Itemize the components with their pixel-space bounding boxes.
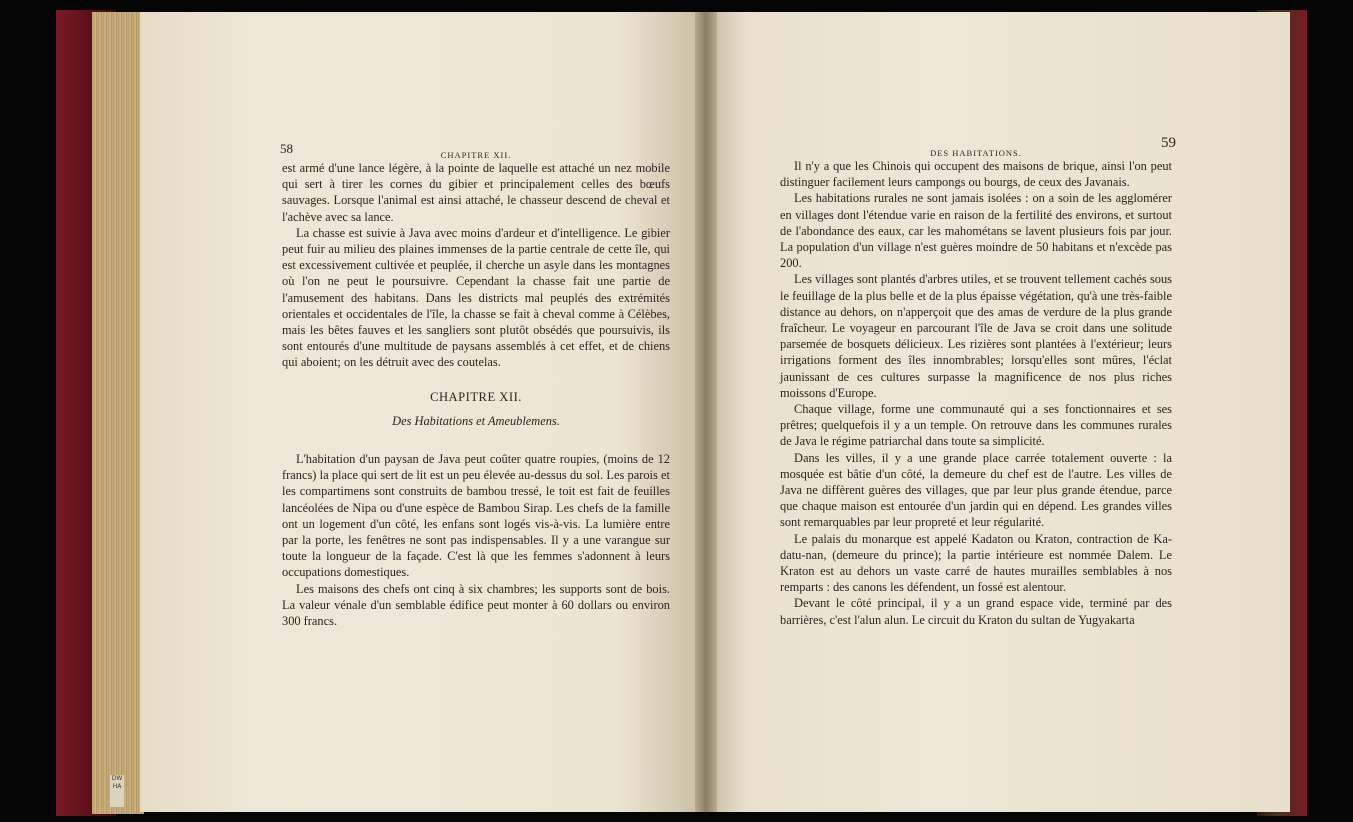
paragraph: Les maisons des chefs ont cinq à six chambres; les supports sont de bois. La valeur vénale d'un semblable édifice peut monter à 60 dollars ou environ 300 francs. xyxy=(282,581,670,629)
paragraph: Il n'y a que les Chinois qui occupent des maisons de brique, ainsi l'on peut distinguer facilement leurs campongs ou bourgs, de ceux des Javanais. xyxy=(780,159,1172,190)
page-edges xyxy=(92,12,144,814)
spine-label: DW HA xyxy=(110,775,124,807)
paragraph: La chasse est suivie à Java avec moins d'ardeur et d'intelligence. Le gibier peut fuir au milieu des plaines immenses de la partie centrale de cette île, qui est excessivement cultivée et peuplée, il cherche un asyle dans les montagnes où l'on ne peut le poursuivre. Cependant la chasse fait une partie de l'amusement des habitans. Dans les districts mal peuplés des extrémités orientales et occidentales de l'île, la chasse se fait à cheval comme à Célèbes, mais les bêtes fauves et les sangliers sont plutôt obsédés que poursuivis, ils sont entourés d'une multitude de paysans assemblés à cet effet, et de chiens qui aboient; on les détruit avec des coutelas. xyxy=(282,225,670,370)
paragraph: Les habitations rurales ne sont jamais isolées : on a soin de les agglomérer en villages dont l'étendue varie en raison de la fertilité des environs, et surtout de l'abondance des eaux, car les mahométans se lavent plusieurs fois par jour. La population d'un village n'est guères moindre de 50 habitans et n'excède pas 200. xyxy=(780,191,1172,271)
left-page-number: 58 xyxy=(280,141,293,156)
chapter-subtitle: Des Habitations et Ameublemens. xyxy=(392,413,560,428)
paragraph: Dans les villes, il y a une grande place carrée totalement ouverte : la mosquée est bâtie d'un côté, la demeure du chef est de l'autre. Les villes de Java ne diffèrent guères des villages, que par leur plus grande étendue, parce que chaque maison est entourée d'un jardin qui en dépend. Les grandes villes sont remarquables par leur propreté et leur régularité. xyxy=(780,450,1172,530)
paragraph: Chaque village, forme une communauté qui a ses fonctionnaires et ses prêtres; quelquefois il y a un temple. On retrouve dans les communes rurales de Java le régime patriarchal dans toute sa simplicité. xyxy=(780,402,1172,449)
left-page-text xyxy=(280,141,670,629)
right-page-number: 59 xyxy=(1161,135,1176,151)
paragraph: Les villages sont plantés d'arbres utiles, et se trouvent tellement cachés sous le feuillage de la plus belle et de la plus épaisse végétation, qu'à une très-faible distance au dehors, on n'apperçoit que des amas de verdure de la plus grande fraîcheur. Le voyageur en parcourant l'île de Java se croit dans une solitude parsemée de bosquets délicieux. Les rizières sont plantées à l'extérieur; leurs irrigations forment des îles innombrables; lorsqu'elles sont mûres, l'éclat jaunissant de ces cultures surpasse la magnificence de nos plus riches moissons d'Europe. xyxy=(780,272,1172,400)
paragraph: est armé d'une lance légère, à la pointe de laquelle est attaché un nez mobile qui sert à tirer les cornes du gibier et principalement celles des bœufs sauvages. Lorsque l'animal est ainsi attaché, le chasseur descend de cheval et l'achève avec sa lance. xyxy=(282,161,670,224)
paragraph: Devant le côté principal, il y a un grand espace vide, terminé par des barrières, c'est l'alun alun. Le circuit du Kraton du sultan de Yugyakarta xyxy=(780,596,1172,627)
paragraph: L'habitation d'un paysan de Java peut coûter quatre roupies, (moins de 12 francs) la place qui sert de lit est un peu élevée au-dessus du sol. Les parois et les compartimens sont construits de bambou tressé, le toit est fait de feuilles lancéolées de Nipa ou d'une espèce de Bambou Sirap. Les chefs de la famille ont un logement d'un côté, les enfans sont logés vis-à-vis. La lumière entre par la porte, les fenêtres ne sont pas indispensables. Il y a une varangue sur toute la longueur de la façade. C'est là que les femmes s'adonnent à leurs occupations domestiques. xyxy=(282,452,670,580)
paragraph: Le palais du monarque est appelé Kadaton ou Kraton, contraction de Ka-datu-nan, (demeure du prince); la partie intérieure est nommée Dalem. Le Kraton est au dehors un vaste carré de hautes murailles semblables à nos remparts : des canons les défendent, un fossé est alentour. xyxy=(780,531,1172,595)
right-running-head xyxy=(780,135,1176,158)
chapter-title: CHAPITRE XII. xyxy=(430,389,522,404)
book-gutter xyxy=(695,12,717,812)
left-running-title: CHAPITRE XII. xyxy=(440,150,512,160)
right-running-title: DES HABITATIONS. xyxy=(930,148,1022,158)
right-page-text xyxy=(780,135,1176,628)
left-running-head xyxy=(280,141,670,160)
